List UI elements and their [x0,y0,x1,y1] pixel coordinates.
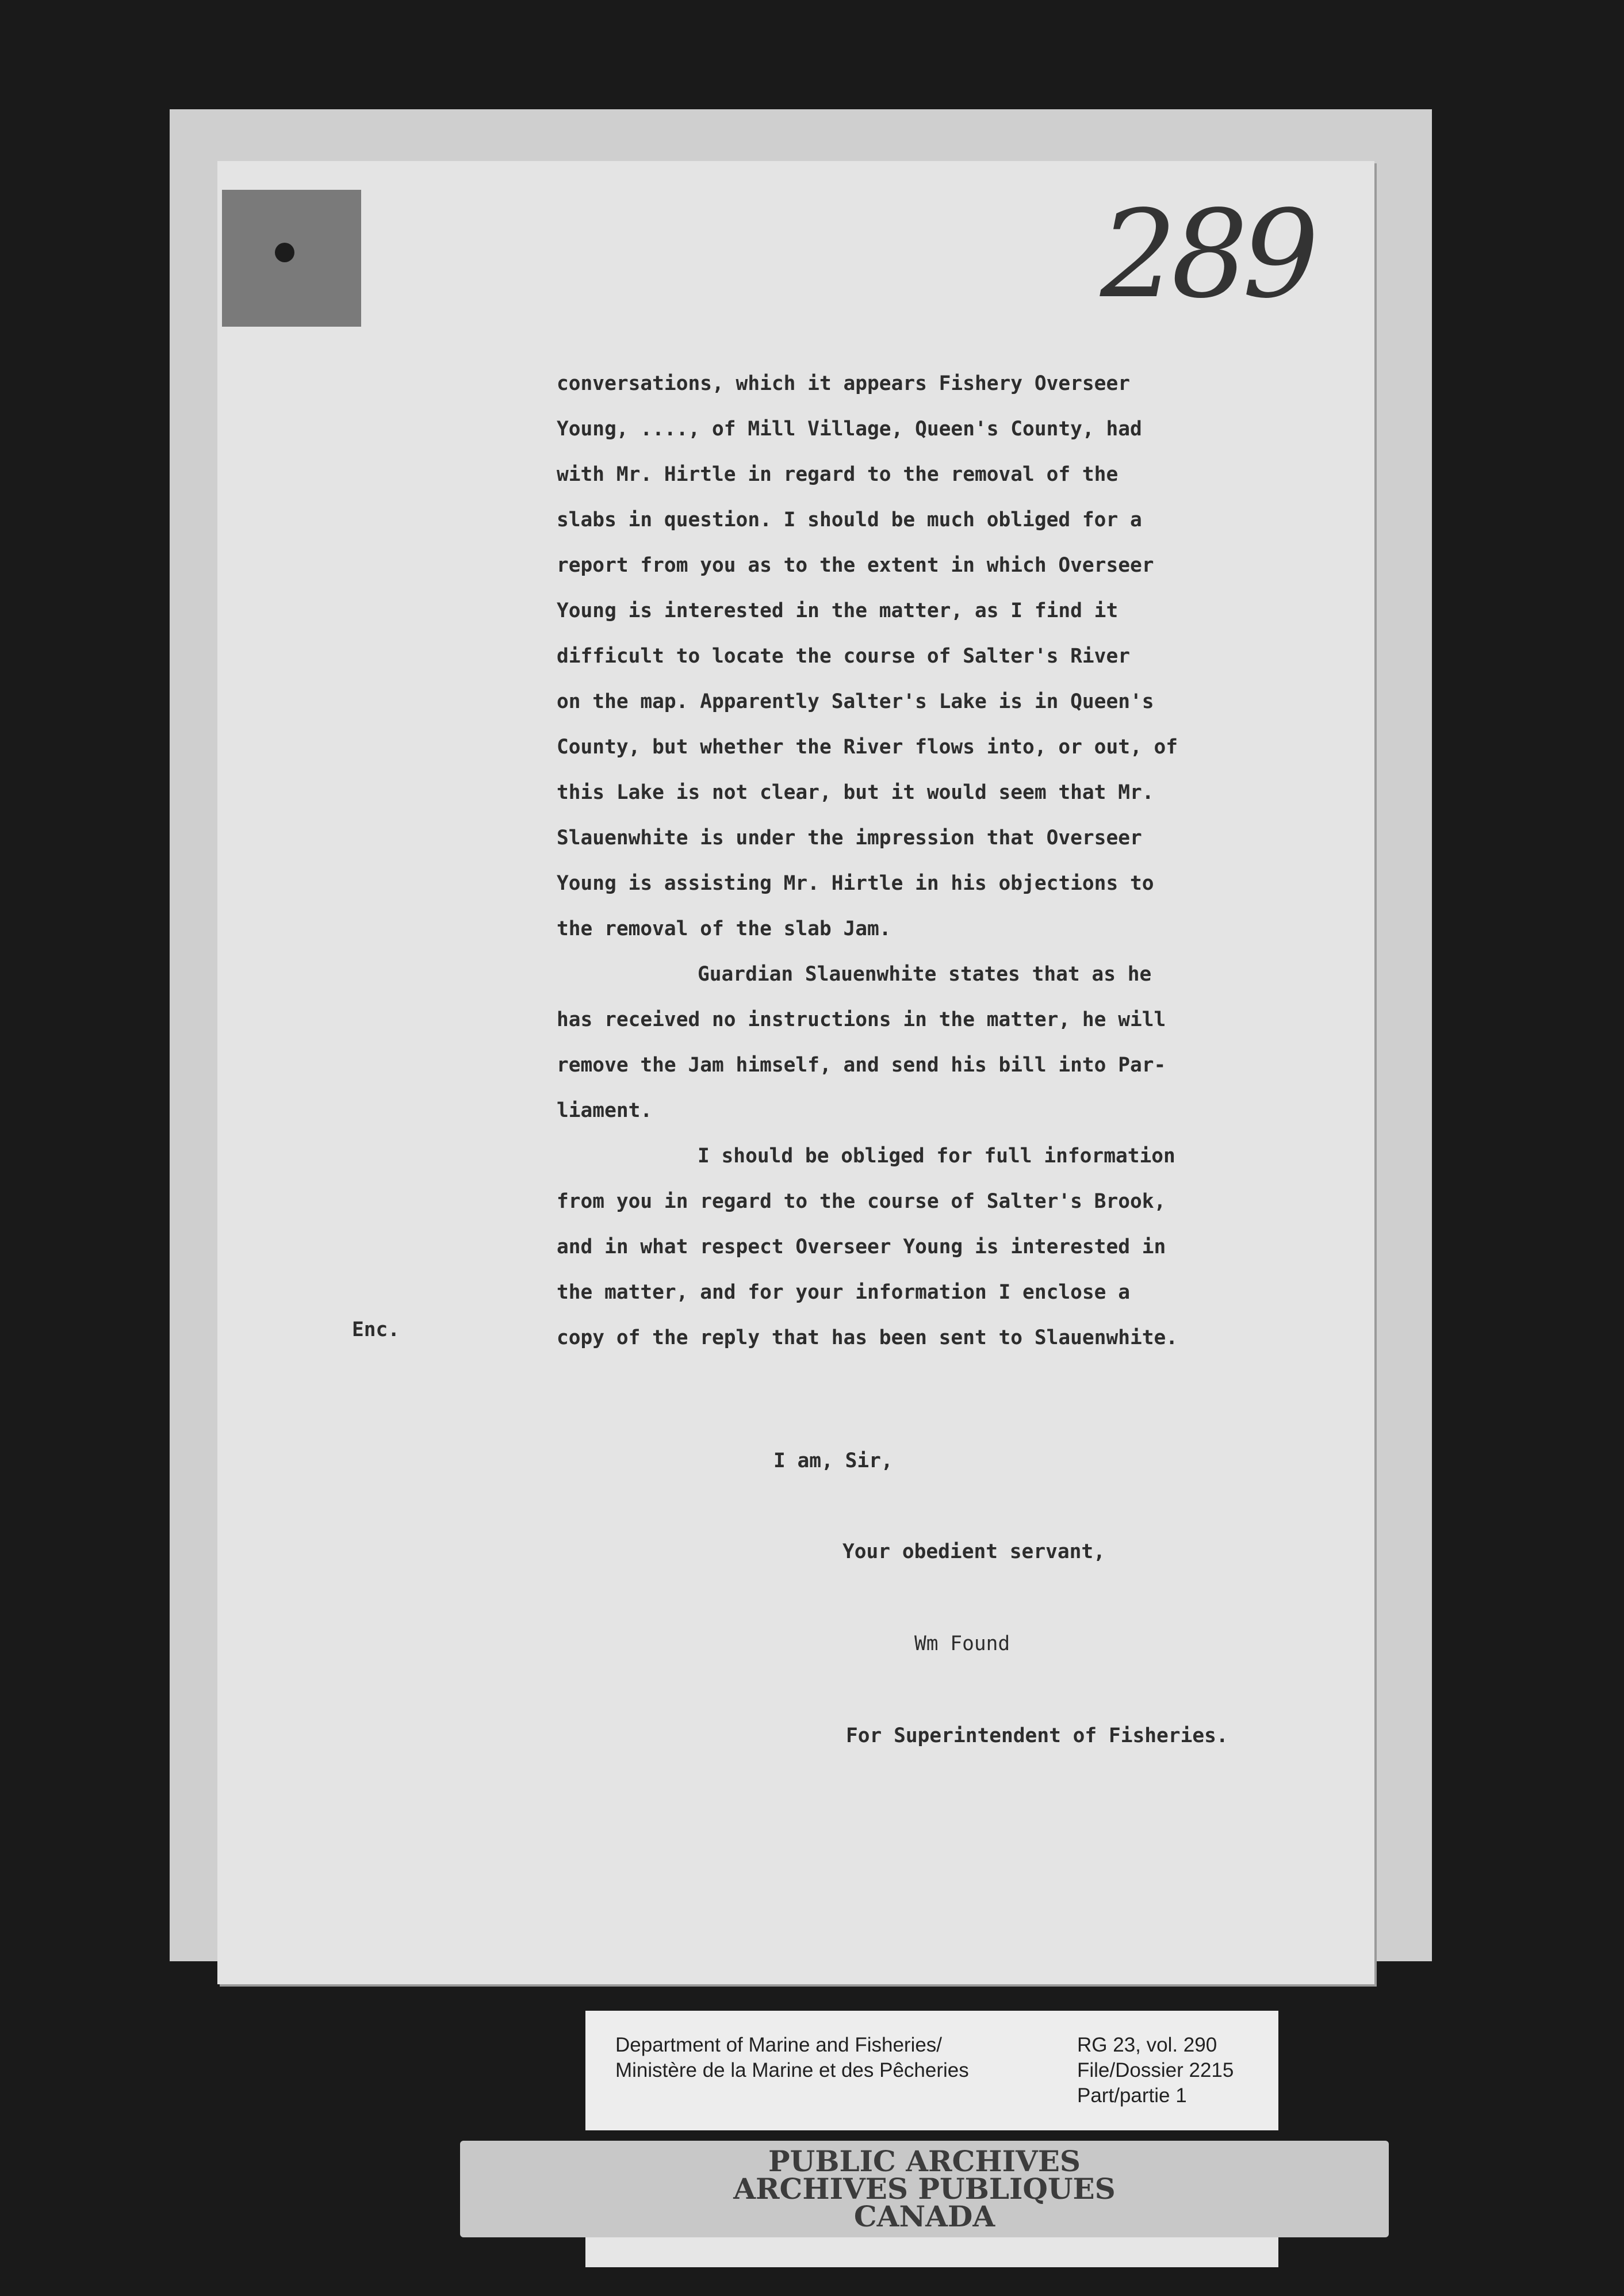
stamp-line-3: CANADA [853,2199,995,2233]
body-line: liament. [557,1099,653,1122]
valediction: Your obedient servant, [842,1540,1105,1563]
body-line: and in what respect Overseer Young is interested in [557,1235,1166,1258]
body-line: County, but whether the River flows into, or out, of [557,736,1178,759]
body-line: Young is assisting Mr. Hirtle in his objections to [557,872,1154,895]
body-line: the matter, and for your information I enclose a [557,1281,1130,1304]
body-line: this Lake is not clear, but it would seem that Mr. [557,781,1154,804]
archive-reference [1077,2033,1234,2109]
body-line: copy of the reply that has been sent to Slauenwhite. [557,1326,1178,1349]
archive-stamp [460,2141,1389,2237]
body-line: Young is interested in the matter, as I find it [557,599,1119,622]
body-line: Slauenwhite is under the impression that Overseer [557,826,1142,849]
body-line: remove the Jam himself, and send his bill into Par- [557,1054,1166,1077]
archive-stamp-text [460,2144,1389,2233]
body-line: report from you as to the extent in which Overseer [557,554,1154,577]
stamp-line-2: ARCHIVES PUBLIQUES [733,2172,1116,2206]
body-line: Young, ...., of Mill Village, Queen's County, had [557,418,1142,441]
body-line: from you in regard to the course of Salter's Brook, [557,1190,1166,1213]
signature: Wm Found [914,1632,1010,1655]
body-line: on the map. Apparently Salter's Lake is in Queen's [557,690,1154,713]
archive-department [615,2033,969,2083]
body-line: I should be obliged for full information [698,1145,1175,1168]
letter-body [557,361,1350,1361]
folio-number: 289 [1100,184,1313,325]
body-line: has received no instructions in the matter, he will [557,1008,1166,1031]
punch-hole [275,243,294,262]
signatory-title: For Superintendent of Fisheries. [846,1724,1228,1747]
archive-label [585,2011,1278,2130]
label-strip [585,2237,1278,2267]
enclosure-note: Enc. [352,1318,400,1341]
letter-page [217,161,1374,1984]
body-line: Guardian Slauenwhite states that as he [698,963,1152,986]
department-fr: Ministère de la Marine et des Pêcheries [615,2059,969,2081]
salutation: I am, Sir, [773,1449,893,1472]
file-number: File/Dossier 2215 [1077,2059,1234,2081]
record-group: RG 23, vol. 290 [1077,2034,1217,2056]
part-number: Part/partie 1 [1077,2084,1187,2107]
corner-fastener [222,190,361,327]
body-line: with Mr. Hirtle in regard to the removal of the [557,463,1119,486]
body-line: the removal of the slab Jam. [557,917,891,940]
stamp-line-1: PUBLIC ARCHIVES [768,2144,1081,2178]
body-line: conversations, which it appears Fishery Overseer [557,372,1130,395]
body-line: difficult to locate the course of Salter's River [557,645,1130,668]
body-line: slabs in question. I should be much obliged for a [557,508,1142,531]
department-en: Department of Marine and Fisheries/ [615,2034,943,2056]
